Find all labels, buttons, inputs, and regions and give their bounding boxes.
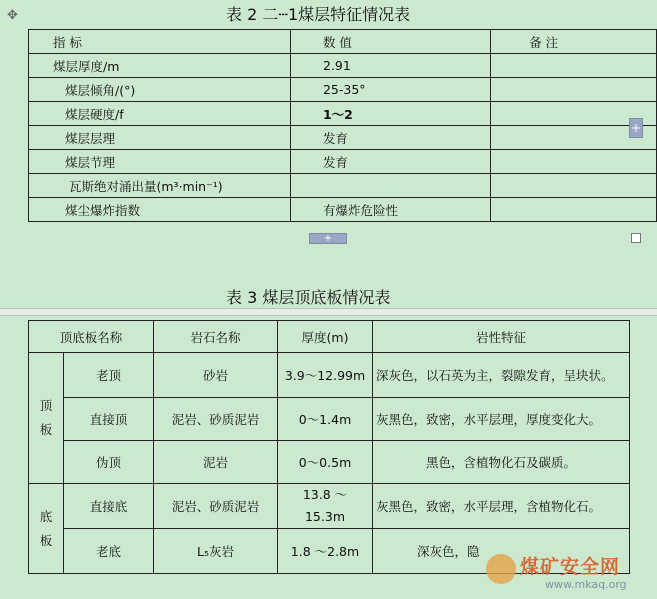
group-roof-label: 顶板 xyxy=(39,398,53,437)
row-thickness: 1.8 ～2.8m xyxy=(278,529,373,574)
row-desc: 深灰色，隐 xyxy=(373,529,630,574)
row-note xyxy=(491,54,657,78)
row-value: 有爆炸危险性 xyxy=(290,198,490,222)
row-rock: 泥岩 xyxy=(154,441,278,484)
row-name: 直接顶 xyxy=(63,398,153,441)
row-thickness: 0～0.5m xyxy=(278,441,373,484)
move-handle-icon[interactable]: ✥ xyxy=(7,8,18,23)
table-row xyxy=(29,441,630,484)
row-note xyxy=(491,150,657,174)
row-rock: 泥岩、砂质泥岩 xyxy=(154,398,278,441)
row-value xyxy=(290,174,490,198)
row-value: 1～2 xyxy=(290,102,490,126)
table-header-row xyxy=(29,30,657,54)
row-name: 老底 xyxy=(63,529,153,574)
header-cell: 厚度(m) xyxy=(278,321,373,353)
row-label: 煤层硬度/f xyxy=(29,102,291,126)
row-value: 25-35° xyxy=(290,78,490,102)
add-row-icon[interactable]: + xyxy=(309,233,347,244)
row-name: 伪顶 xyxy=(63,441,153,484)
table-row xyxy=(29,198,657,222)
header-cell: 岩性特征 xyxy=(373,321,630,353)
row-desc: 黑色，含植物化石及碳质。 xyxy=(373,441,630,484)
row-name: 直接底 xyxy=(63,484,153,529)
roof-floor-table xyxy=(28,320,630,574)
table-row xyxy=(29,174,657,198)
table-row xyxy=(29,484,630,529)
watermark-text: 煤矿安全网 xyxy=(520,556,621,578)
table-row xyxy=(29,398,630,441)
row-note xyxy=(491,174,657,198)
add-column-icon[interactable]: + xyxy=(629,118,643,138)
coal-seam-table xyxy=(28,29,657,222)
row-label: 瓦斯绝对涌出量(m³·min⁻¹) xyxy=(29,174,291,198)
row-rock: 砂岩 xyxy=(154,353,278,398)
table-row xyxy=(29,78,657,102)
row-name: 老顶 xyxy=(63,353,153,398)
watermark-url: www.mkaq.org xyxy=(545,578,627,591)
row-label: 煤层节理 xyxy=(29,150,291,174)
table1-title: 表 2 二┄1煤层特征情况表 xyxy=(226,5,411,24)
row-label: 煤尘爆炸指数 xyxy=(29,198,291,222)
row-thickness: 13.8 ～ 15.3m xyxy=(278,484,373,529)
row-value: 2.91 xyxy=(290,54,490,78)
row-desc: 灰黑色，致密，水平层理，含植物化石。 xyxy=(373,484,630,529)
table-row xyxy=(29,353,630,398)
row-value: 发育 xyxy=(290,150,490,174)
row-desc: 深灰色，以石英为主，裂隙发育，呈块状。 xyxy=(373,353,630,398)
header-cell: 岩石名称 xyxy=(154,321,278,353)
group-floor-cell xyxy=(29,484,64,574)
table-row xyxy=(29,54,657,78)
header-cell: 备 注 xyxy=(491,30,657,54)
page-break xyxy=(0,308,657,316)
group-roof-cell xyxy=(29,353,64,484)
row-rock: 泥岩、砂质泥岩 xyxy=(154,484,278,529)
row-note xyxy=(491,78,657,102)
table-row xyxy=(29,126,657,150)
resize-handle-icon[interactable] xyxy=(631,233,641,243)
row-value: 发育 xyxy=(290,126,490,150)
table-row xyxy=(29,102,657,126)
header-cell: 数 值 xyxy=(290,30,490,54)
row-thickness: 3.9～12.99m xyxy=(278,353,373,398)
row-rock: L₅灰岩 xyxy=(154,529,278,574)
row-thickness: 0～1.4m xyxy=(278,398,373,441)
table2-title: 表 3 煤层顶底板情况表 xyxy=(226,288,391,307)
header-cell: 指 标 xyxy=(29,30,291,54)
row-label: 煤层厚度/m xyxy=(29,54,291,78)
header-cell: 顶底板名称 xyxy=(29,321,154,353)
watermark-logo-icon xyxy=(486,554,516,584)
group-floor-label: 底板 xyxy=(39,508,53,548)
row-label: 煤层层理 xyxy=(29,126,291,150)
table-row xyxy=(29,150,657,174)
row-label: 煤层倾角/(°) xyxy=(29,78,291,102)
table-header-row xyxy=(29,321,630,353)
row-desc: 灰黑色，致密，水平层理，厚度变化大。 xyxy=(373,398,630,441)
row-note xyxy=(491,198,657,222)
